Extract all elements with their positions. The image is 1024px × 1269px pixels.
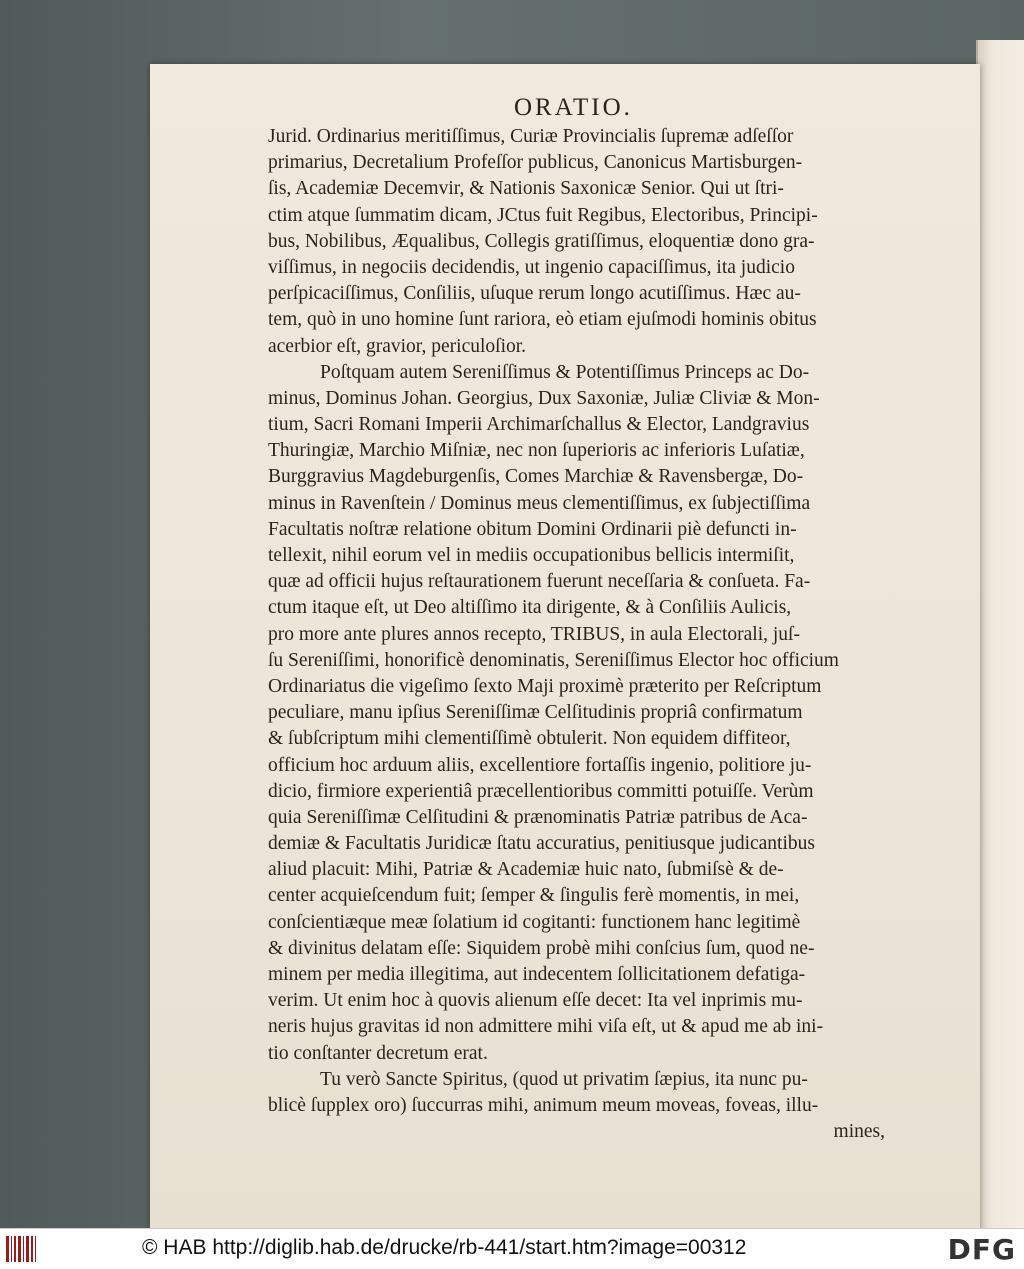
text-line: bus, Nobilibus, Æqualibus, Collegis gratiſſimus, eloquentiæ dono gra- (268, 230, 815, 252)
text-line: & ſubſcriptum mihi clementiſſimè obtulerit. Non equidem diffiteor, (268, 728, 791, 750)
text-line: Facultatis noſtræ relatione obitum Domini Ordinarii piè defuncti in- (268, 518, 797, 540)
text-line: perſpicaciſſimus, Conſiliis, uſuque rerum longo acutiſſimus. Hæc au- (268, 283, 801, 305)
text-line: Tu verò Sancte Spiritus, (quod ut privatim ſæpius, ita nunc pu- (320, 1068, 808, 1090)
text-line: Ordinariatus die vigeſimo ſexto Maji proximè præterito per Reſcriptum (268, 675, 822, 697)
text-line: quia Sereniſſimæ Celſitudini & prænominatis Patriæ patribus de Aca- (268, 806, 808, 828)
text-line: Thuringiæ, Marchio Miſniæ, nec non ſuperioris ac inferioris Luſatiæ, (268, 440, 805, 462)
text-line: viſſimus, in negociis decidendis, ut ingenio capaciſſimus, ita judicio (268, 256, 795, 278)
text-line: officium hoc arduum aliis, excellentiore fortaſſis ingenio, politiore ju- (268, 754, 812, 776)
text-line: Burggravius Magdeburgenſis, Comes Marchiæ & Ravensbergæ, Do- (268, 466, 804, 488)
text-line: neris hujus gravitas id non admittere mihi viſa eſt, ut & apud me ab ini- (268, 1016, 824, 1038)
copyright-link[interactable]: © HAB http://diglib.hab.de/drucke/rb-441/start.htm?image=00312 (142, 1236, 747, 1259)
text-line: minus in Ravenſtein / Dominus meus clementiſſimus, ex ſubjectiſſima (268, 492, 811, 514)
text-line: Poſtquam autem Sereniſſimus & Potentiſſimus Princeps ac Do- (320, 361, 810, 383)
text-line: aliud placuit: Mihi, Patriæ & Academiæ huic nato, ſubmiſsè & de- (268, 859, 784, 881)
text-line: ſu Sereniſſimi, honorificè denominatis, Sereniſſimus Elector hoc officium (268, 649, 839, 671)
text-line: verim. Ut enim hoc à quovis alienum eſſe decet: Ita vel inprimis mu- (268, 990, 803, 1012)
text-line: primarius, Decretalium Profeſſor publicus, Canonicus Martisburgen- (268, 152, 803, 174)
text-line: conſcientiæque meæ ſolatium id cogitanti: functionem hanc legitimè (268, 911, 801, 933)
facing-page-edge (976, 40, 1024, 1228)
text-line: tellexit, nihil eorum vel in mediis occupationibus bellicis intermiſit, (268, 545, 795, 566)
page-text (268, 124, 893, 1145)
text-line: pro more ante plures annos recepto, TRIBUS, in aula Electorali, juſ- (268, 623, 800, 645)
text-line: minus, Dominus Johan. Georgius, Dux Saxoniæ, Juliæ Cliviæ & Mon- (268, 387, 820, 409)
footer-bar (0, 1228, 1024, 1269)
text-line: ctum itaque eſt, ut Deo altiſſimo ita dirigente, & à Conſiliis Aulicis, (268, 597, 792, 619)
text-line: center acquieſcendum fuit; ſemper & ſingulis ferè momentis, in mei, (268, 885, 800, 907)
text-line: mines, (833, 1121, 885, 1143)
text-line: demiæ & Facultatis Juridicæ ſtatu accuratius, penitiusque judicantibus (268, 833, 815, 855)
text-line: dicio, firmiore experientiâ præcellentioribus committi potuiſſe. Verùm (268, 780, 814, 802)
page-header: ORATIO. (514, 94, 633, 121)
dfg-logo: DFG (947, 1233, 1016, 1266)
text-line: tio conſtanter decretum erat. (268, 1042, 488, 1064)
text-line: & divinitus delatam eſſe: Siquidem probè mihi conſcius ſum, quod ne- (268, 937, 815, 959)
text-line: acerbior eſt, gravior, periculoſior. (268, 335, 527, 357)
text-line: peculiare, manu ipſius Sereniſſimæ Celſitudinis propriâ confirmatum (268, 702, 803, 724)
text-line: blicè ſupplex oro) ſuccurras mihi, animum meum moveas, foveas, illu- (268, 1094, 819, 1116)
text-line: ſis, Academiæ Decemvir, & Nationis Saxonicæ Senior. Qui ut ſtri- (268, 178, 784, 200)
text-line: ctim atque ſummatim dicam, JCtus fuit Regibus, Electoribus, Principi- (268, 204, 818, 226)
text-line: quæ ad officii hujus reſtaurationem fuerunt neceſſaria & conſueta. Fa- (268, 571, 811, 593)
text-line: tium, Sacri Romani Imperii Archimarſchallus & Elector, Landgravius (268, 414, 810, 436)
text-line: Jurid. Ordinarius meritiſſimus, Curiæ Provincialis ſupremæ adſeſſor (268, 126, 794, 147)
text-line: tem, quò in uno homine ſunt rariora, eò etiam ejuſmodi hominis obitus (268, 309, 817, 331)
text-line: minem per media illegitima, aut indecentem ſollicitationem defatiga- (268, 964, 806, 985)
barcode-icon (6, 1236, 36, 1262)
